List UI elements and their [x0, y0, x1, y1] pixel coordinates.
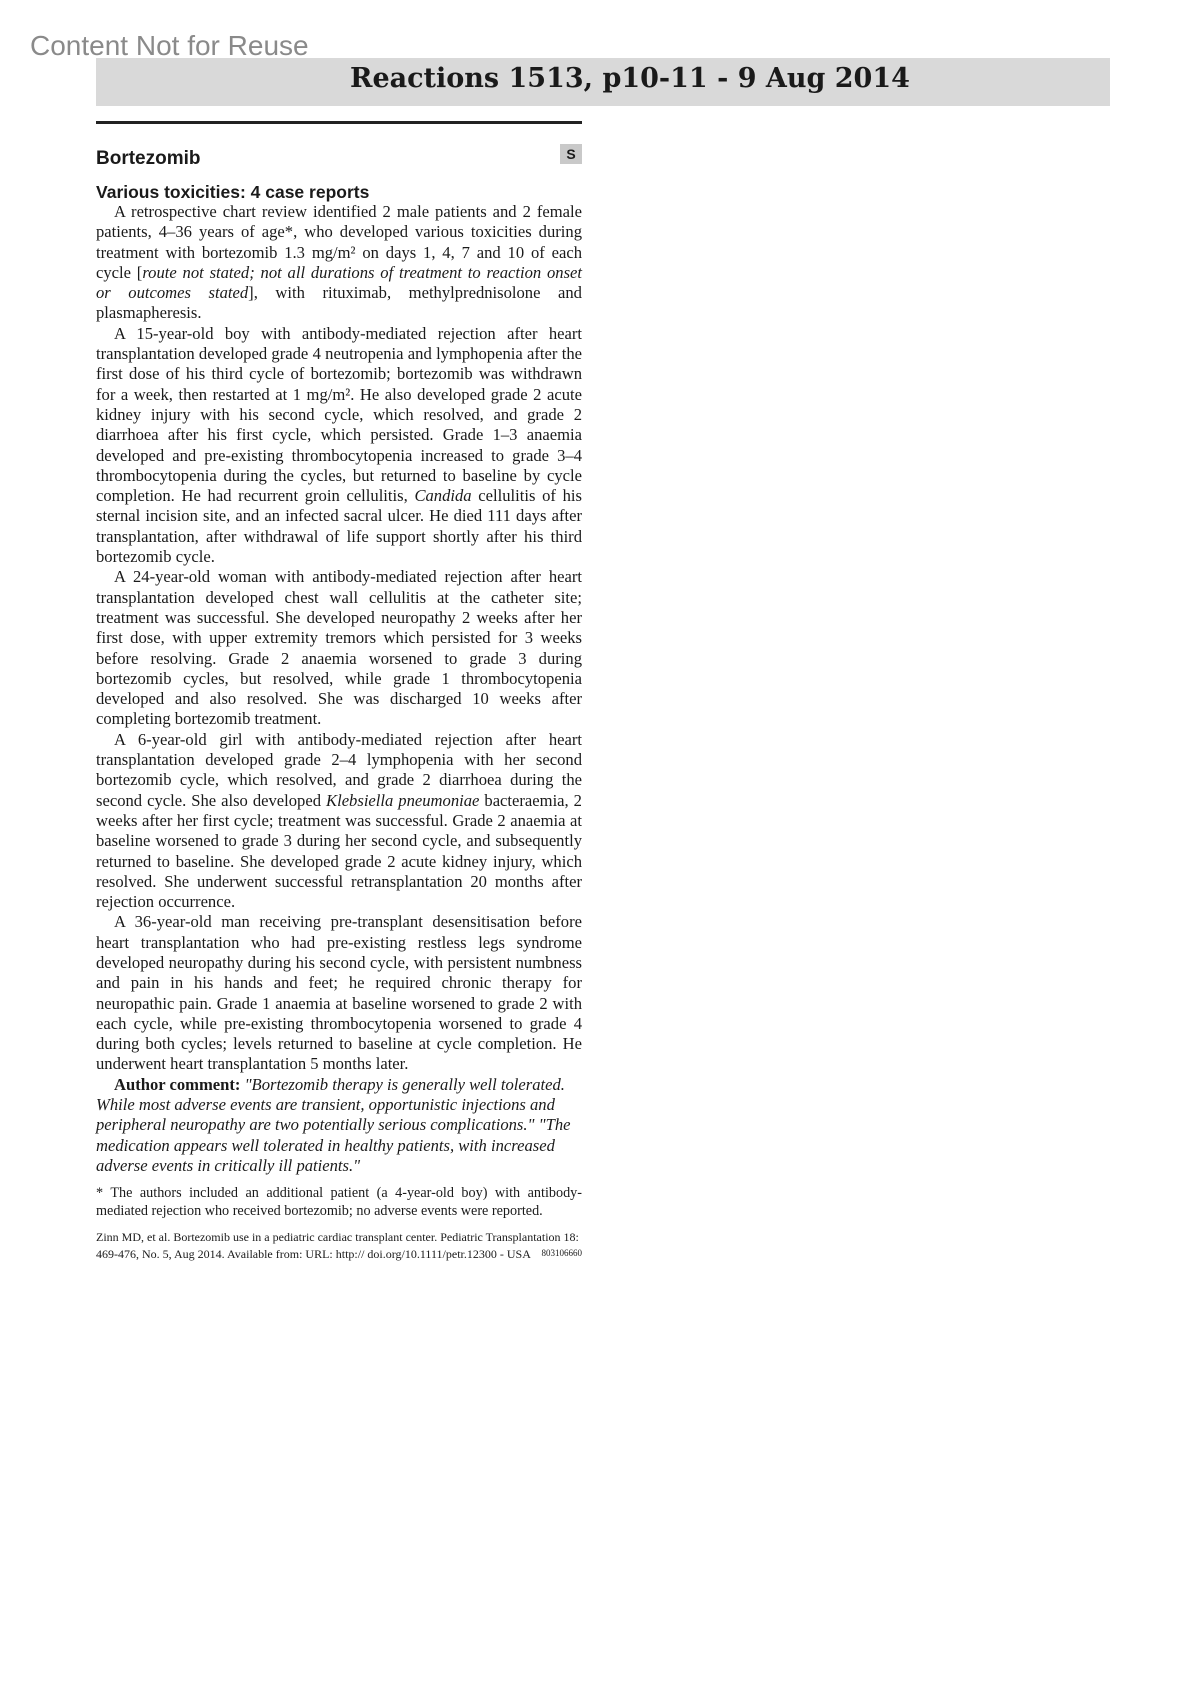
- author-comment: [96, 1075, 582, 1176]
- italic-organism: Candida: [414, 486, 472, 506]
- italic-organism: Klebsiella pneumoniae: [326, 790, 480, 810]
- text: A retrospective chart review identified 2 male patients and 2 female patients, 4–36 years of age*, who developed various toxicities during treatment with bortezomib 1.3 mg/m² on days 1, 4, 7 and 10 of each cycle [: [96, 202, 582, 282]
- header-band: [96, 58, 1110, 106]
- author-comment-label: Author comment:: [114, 1074, 241, 1094]
- article-subtitle: Various toxicities: 4 case reports: [96, 182, 370, 202]
- author-comment-text: "Bortezomib therapy is generally well tolerated. While most adverse events are transient, opportunistic injections and peripheral neuropathy are two potentially serious complications." "The medication appears well tolerated in healthy patients, with increased adverse events in critically ill patients.": [96, 1074, 571, 1175]
- text: A 6-year-old girl with antibody-mediated rejection after heart transplantation developed grade 2–4 lymphopenia with her second bortezomib cycle, which resolved, and grade 2 diarrhoea during the second cycle. She also developed: [96, 729, 582, 810]
- article-body: [96, 202, 582, 1176]
- divider: [96, 121, 582, 124]
- text: bacteraemia, 2 weeks after her first cycle; treatment was successful. Grade 2 anaemia at baseline worsened to grade 3 during her second cycle, and subsequently returned to baseline. She developed grade 2 acute kidney injury, which resolved. She underwent successful retransplantation 20 months after rejection occurrence.: [96, 790, 582, 912]
- drug-name: Bortezomib: [96, 148, 201, 169]
- citation: [96, 1229, 582, 1262]
- watermark: Content Not for Reuse: [30, 30, 309, 61]
- paragraph-case-2: A 24-year-old woman with antibody-mediated rejection after heart transplantation developed chest wall cellulitis at the catheter site; treatment was successful. She developed neuropathy 2 weeks after her first dose, with upper extremity tremors which persisted for 3 weeks before resolving. Grade 2 anaemia worsened to grade 3 during bortezomib cycles, but resolved, while grade 1 thrombocytopenia developed and also resolved. She was discharged 10 weeks after completing bortezomib treatment.: [96, 567, 582, 729]
- text: A 15-year-old boy with antibody-mediated rejection after heart transplantation developed grade 4 neutropenia and lymphopenia after the first dose of his third cycle of bortezomib; bortezomib was withdrawn for a week, then restarted at 1 mg/m². He also developed grade 2 acute kidney injury with his second cycle, which resolved, and grade 2 diarrhoea after his first cycle, which persisted. Grade 1–3 anaemia developed and pre-existing thrombocytopenia increased to grade 3–4 thrombocytopenia during the cycles, but returned to baseline by cycle completion. He had recurrent groin cellulitis,: [96, 323, 582, 506]
- text: ], with rituximab, methylprednisolone and plasmapheresis.: [96, 283, 582, 323]
- article: [96, 144, 582, 1262]
- reference-id: 803106660: [541, 1247, 582, 1258]
- italic-note: route not stated; not all durations of treatment to reaction onset or outcomes stated: [96, 262, 582, 303]
- text: cellulitis of his sternal incision site, and an infected sacral ulcer. He died 111 days after transplantation, after withdrawal of life support shortly after his third bortezomib cycle.: [96, 486, 583, 567]
- section-badge: S: [560, 144, 582, 164]
- paragraph-intro: [96, 202, 582, 324]
- title-row: [96, 144, 582, 172]
- paragraph-case-3: [96, 730, 582, 913]
- paragraph-case-4: A 36-year-old man receiving pre-transplant desensitisation before heart transplantation who had pre-existing restless legs syndrome developed neuropathy during his second cycle, with persistent numbness and pain in his hands and feet; he required chronic therapy for neuropathic pain. Grade 1 anaemia at baseline worsened to grade 2 with each cycle, while pre-existing thrombocytopenia worsened to grade 4 during both cycles; levels returned to baseline at cycle completion. He underwent heart transplantation 5 months later.: [96, 912, 582, 1074]
- citation-text: Zinn MD, et al. Bortezomib use in a pediatric cardiac transplant center. Pediatric Transplantation 18: 469-476, No. 5, Aug 2014. Available from: URL: http:// doi.org/10.1111/petr.12300 - USA: [96, 1230, 579, 1261]
- page-title: Reactions 1513, p10-11 - 9 Aug 2014: [350, 63, 910, 94]
- footnote: * The authors included an additional patient (a 4-year-old boy) with antibody-mediated rejection who received bortezomib; no adverse events were reported.: [96, 1185, 582, 1219]
- paragraph-case-1: [96, 324, 582, 568]
